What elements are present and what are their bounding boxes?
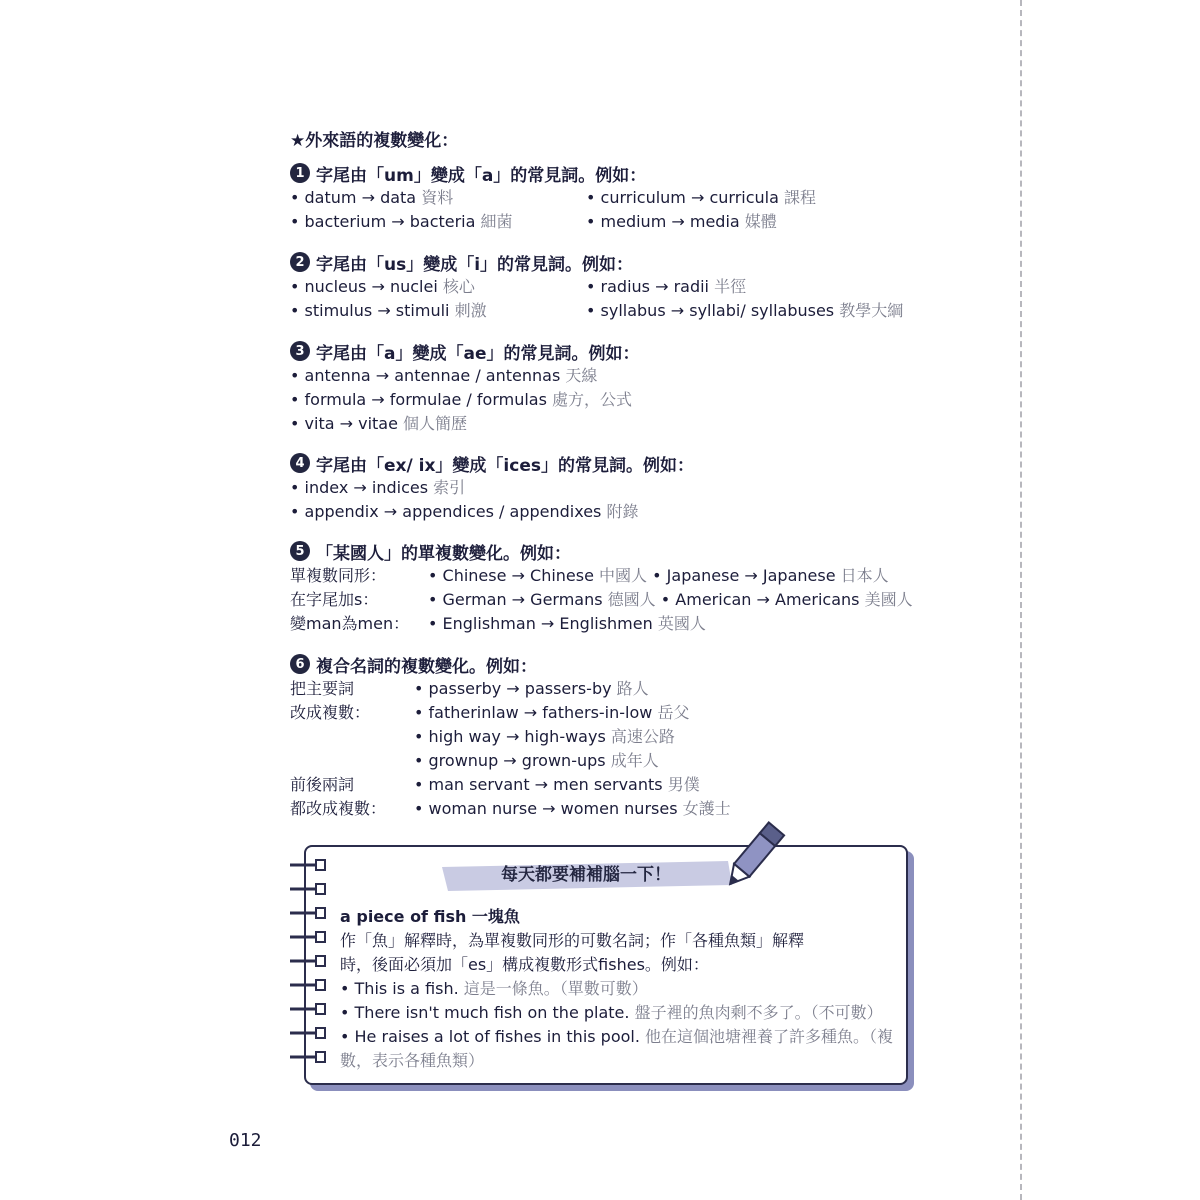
spiral-ring-icon [290,907,328,919]
example-line: • formula → formulae / formulas 處方，公式 [290,390,633,409]
section-2-heading: 2 字尾由「us」變成「i」的常見詞。例如： [290,249,930,275]
section-6-heading: 6 複合名詞的複數變化。例如： [290,651,930,677]
page-fold-line [1020,0,1022,1200]
section-2 [290,249,930,323]
section-6 [290,651,930,821]
section-4-heading: 4 字尾由「ex/ ix」變成「ices」的常見詞。例如： [290,450,930,476]
tip-example: • There isn't much fish on the plate. 盤子裡的魚肉剩不多了。（不可數） [340,1003,883,1022]
pencil-icon [712,818,792,898]
tip-paragraph: 時，後面必須加「es」構成複數形式fishes。例如： [340,955,709,974]
example-row: 把主要詞 • passerby → passers-by 路人 [290,679,649,698]
section-3 [290,338,930,436]
tip-title: a piece of fish 一塊魚 [340,907,520,926]
section-4 [290,450,930,524]
example-row: 前後兩詞 • man servant → men servants 男僕 [290,775,700,794]
section-3-heading: 3 字尾由「a」變成「ae」的常見詞。例如： [290,338,930,364]
example-row: 都改成複數： • woman nurse → women nurses 女護士 [290,799,731,818]
tip-example: • This is a fish. 這是一條魚。（單數可數） [340,979,648,998]
spiral-ring-icon [290,931,328,943]
tip-example: • He raises a lot of fishes in this pool. 他在這個池塘裡養了許多種魚。（複 [340,1027,894,1046]
number-badge-1: 1 [290,163,310,183]
spiral-ring-icon [290,883,328,895]
number-badge-3: 3 [290,341,310,361]
number-badge-4: 4 [290,453,310,473]
section-1 [290,160,930,234]
example-row: • stimulus → stimuli 刺激 • syllabus → syllabi/ syllabuses 教學大綱 [290,301,904,320]
spiral-ring-icon [290,979,328,991]
example-row: 改成複數： • fatherinlaw → fathers-in-low 岳父 [290,703,690,722]
tip-paragraph: 作「魚」解釋時，為單複數同形的可數名詞；作「各種魚類」解釋 [340,931,805,950]
example-line: • index → indices 索引 [290,478,466,497]
example-row: 單複數同形： • Chinese → Chinese 中國人 • Japanese → Japanese 日本人 [290,566,889,585]
section-5-heading: 5 「某國人」的單複數變化。例如： [290,538,930,564]
example-row: 變man為men： • Englishman → Englishmen 英國人 [290,614,706,633]
example-line: • antenna → antennae / antennas 天線 [290,366,598,385]
section-1-heading: 1 字尾由「um」變成「a」的常見詞。例如： [290,160,930,186]
page-number: 012 [229,1130,262,1151]
tip-example-continued: 數，表示各種魚類） [340,1051,485,1070]
number-badge-5: 5 [290,541,310,561]
example-row: • high way → high-ways 高速公路 [414,727,675,746]
section-title: ★外來語的複數變化： [290,131,459,151]
spiral-ring-icon [290,1051,328,1063]
spiral-ring-icon [290,1027,328,1039]
example-row: • bacterium → bacteria 細菌 • medium → media 媒體 [290,212,777,231]
spiral-ring-icon [290,859,328,871]
number-badge-2: 2 [290,252,310,272]
example-row: 在字尾加s： • German → Germans 德國人 • American → Americans 美國人 [290,590,913,609]
spiral-ring-icon [290,1003,328,1015]
tip-body [340,905,900,1073]
section-5 [290,538,930,636]
spiral-ring-icon [290,955,328,967]
example-row: • datum → data 資料 • curriculum → curricula 課程 [290,188,817,207]
example-row: • nucleus → nuclei 核心 • radius → radii 半徑 [290,277,747,296]
tip-notebook [304,845,908,1085]
number-badge-6: 6 [290,654,310,674]
example-row: • grownup → grown-ups 成年人 [414,751,659,770]
example-line: • appendix → appendices / appendixes 附錄 [290,502,639,521]
example-line: • vita → vitae 個人簡歷 [290,414,468,433]
tip-banner: 每天都要補補腦一下！ [436,855,736,895]
